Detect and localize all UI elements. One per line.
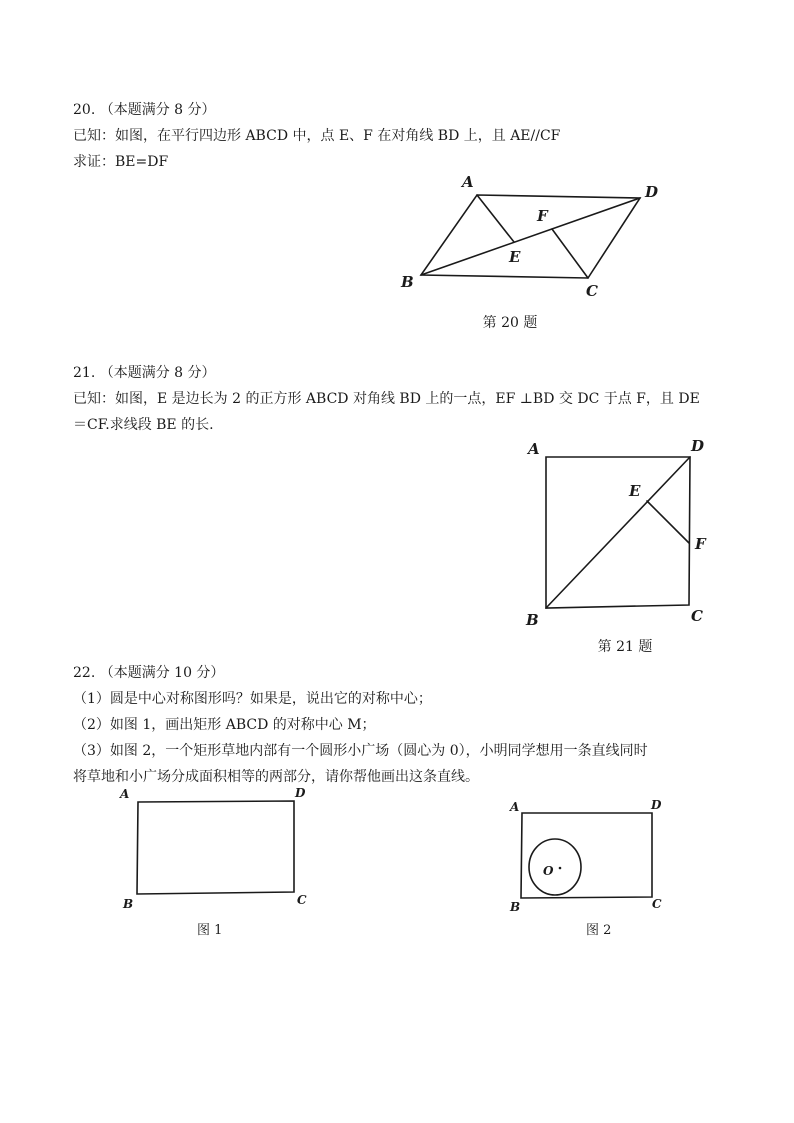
label-f: F xyxy=(695,535,706,553)
q21-given-line1: 已知：如图，E 是边长为 2 的正方形 ABCD 对角线 BD 上的一点，EF ⊥BD 交 DC 于点 F，且 DE xyxy=(73,391,700,407)
q22-figure2-caption: 图 2 xyxy=(586,923,612,938)
circle-plaza xyxy=(529,839,581,895)
label-c: C xyxy=(586,282,598,300)
diagonal-bd xyxy=(546,457,690,608)
q22-header: 22. （本题满分 10 分） xyxy=(73,665,225,681)
label-b: B xyxy=(401,273,414,291)
q20-figure xyxy=(390,168,680,308)
label-b: B xyxy=(123,897,134,911)
q22-figure2 xyxy=(505,795,675,920)
label-a: A xyxy=(120,787,130,801)
label-f: F xyxy=(537,207,548,225)
q22-figure1-caption: 图 1 xyxy=(197,923,223,938)
q22-part3-line1: （3）如图 2，一个矩形草地内部有一个圆形小广场（圆心为 0），小明同学想用一条直线同时 xyxy=(73,743,648,759)
q21-caption: 第 21 题 xyxy=(597,639,653,655)
segment-ae xyxy=(477,195,514,242)
center-dot xyxy=(559,867,562,870)
label-c: C xyxy=(297,893,307,907)
q21-figure xyxy=(515,435,715,635)
q21-given-line2: ＝CF.求线段 BE 的长. xyxy=(73,417,214,433)
label-d: D xyxy=(295,786,306,800)
q22-part3-line2: 将草地和小广场分成面积相等的两部分，请你帮他画出这条直线。 xyxy=(73,769,479,785)
label-c: C xyxy=(652,897,662,911)
q22-part2: （2）如图 1，画出矩形 ABCD 的对称中心 M； xyxy=(73,717,376,733)
q20-header: 20. （本题满分 8 分） xyxy=(73,102,216,118)
label-d: D xyxy=(645,183,659,201)
label-a: A xyxy=(528,440,540,458)
q21-header: 21. （本题满分 8 分） xyxy=(73,365,216,381)
label-a: A xyxy=(510,800,520,814)
rectangle-abcd xyxy=(137,801,294,894)
diagonal-bd xyxy=(421,198,640,275)
segment-cf xyxy=(552,229,588,278)
label-d: D xyxy=(691,437,705,455)
label-e: E xyxy=(509,248,521,266)
q20-given: 已知：如图，在平行四边形 ABCD 中，点 E、F 在对角线 BD 上，且 AE//CF xyxy=(73,128,561,144)
label-e: E xyxy=(629,482,641,500)
q22-figure1 xyxy=(115,782,325,917)
label-d: D xyxy=(651,798,662,812)
q22-part1: （1）圆是中心对称图形吗？如果是，说出它的对称中心； xyxy=(73,691,432,707)
q20-prove: 求证：BE=DF xyxy=(73,154,169,170)
label-b: B xyxy=(510,900,521,914)
segment-ef xyxy=(647,501,689,543)
label-b: B xyxy=(526,611,539,629)
rectangle-abcd xyxy=(521,813,652,898)
label-a: A xyxy=(462,173,474,191)
q20-caption: 第 20 题 xyxy=(482,315,538,331)
label-c: C xyxy=(691,607,703,625)
label-o: O xyxy=(543,864,554,878)
